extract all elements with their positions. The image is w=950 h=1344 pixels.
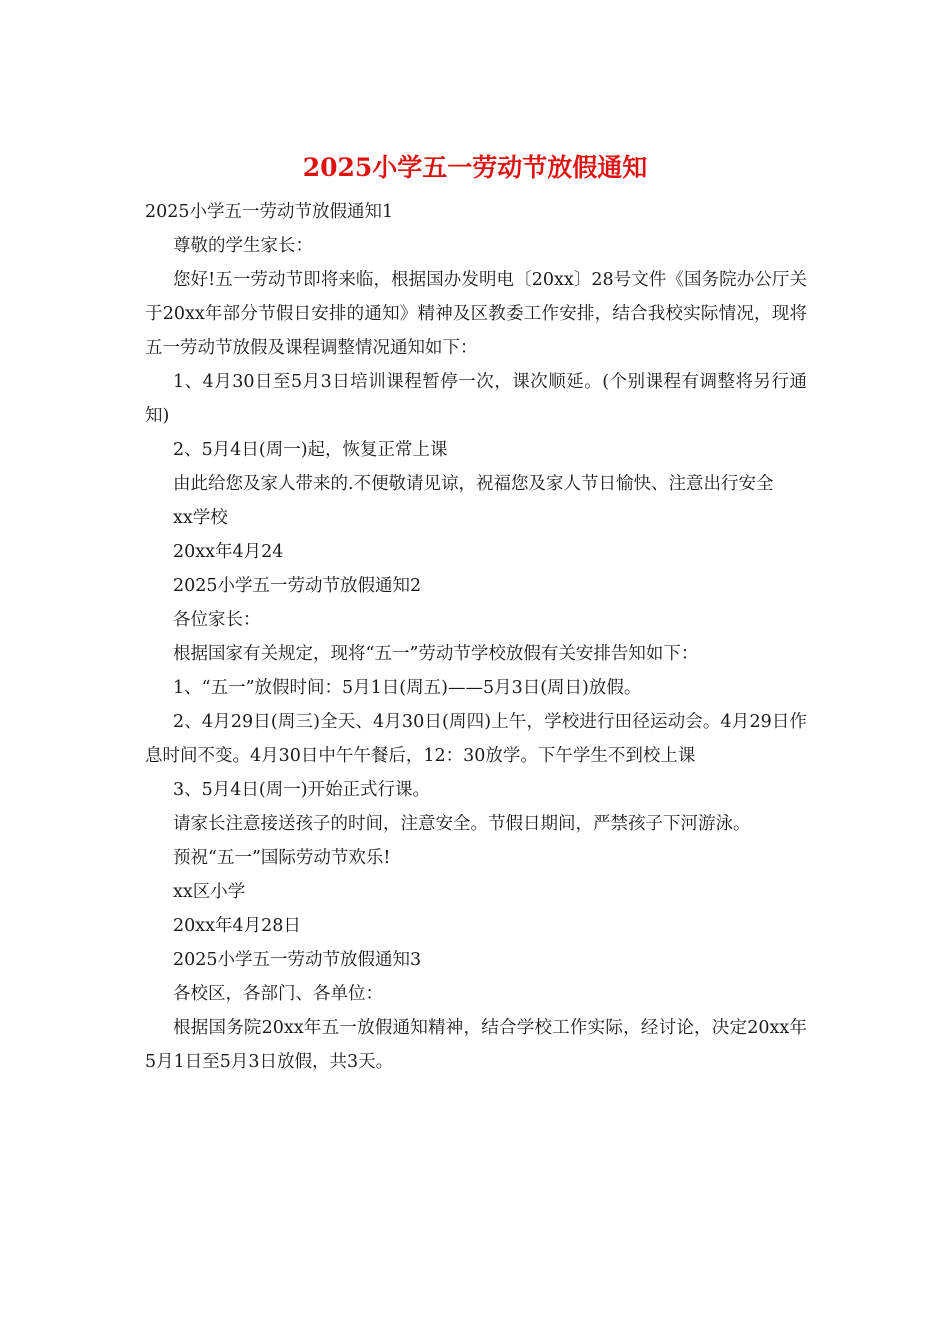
paragraph-wishes: 预祝“五一”国际劳动节欢乐! <box>173 848 391 868</box>
signature-date: 20xx年4月24 <box>173 542 284 562</box>
paragraph-item-2-1: 1、“五一”放假时间：5月1日(周五)——5月3日(周日)放假。 <box>173 678 642 698</box>
paragraph-item-2-3: 3、5月4日(周一)开始正式行课。 <box>173 780 431 800</box>
signature-school-2: xx区小学 <box>173 882 246 902</box>
paragraph-intro-2: 根据国家有关规定，现将“五一”劳动节学校放假有关安排告知如下： <box>173 644 699 664</box>
paragraph-item-1: 1、4月30日至5月3日培训课程暂停一次，课次顺延。(个别课程有调整将另行通知) <box>145 372 807 426</box>
paragraph-intro-3: 根据国务院20xx年五一放假通知精神，结合学校工作实际，经讨论，决定20xx年5月1日至5月3日放假，共3天。 <box>145 1018 807 1072</box>
paragraph-apology: 由此给您及家人带来的.不便敬请见谅，祝福您及家人节日愉快、注意出行安全 <box>173 474 774 494</box>
section-heading-1: 2025小学五一劳动节放假通知1 <box>145 202 394 222</box>
signature-school: xx学校 <box>173 508 228 528</box>
document-body <box>145 195 807 1079</box>
paragraph-safety: 请家长注意接送孩子的时间，注意安全。节假日期间，严禁孩子下河游泳。 <box>173 814 751 834</box>
paragraph-intro: 您好!五一劳动节即将来临，根据国办发明电〔20xx〕28号文件《国务院办公厅关于20xx年部分节假日安排的通知》精神及区教委工作安排，结合我校实际情况，现将五一劳动节放假及课程调整情况通知如下： <box>145 270 807 358</box>
document-title: 2025小学五一劳动节放假通知 <box>302 153 648 182</box>
paragraph-item-2-2: 2、4月29日(周三)全天、4月30日(周四)上午，学校进行田径运动会。4月29日作息时间不变。4月30日中午午餐后，12：30放学。下午学生不到校上课 <box>145 712 807 766</box>
signature-date-2: 20xx年4月28日 <box>173 916 301 936</box>
greeting: 尊敬的学生家长： <box>173 236 313 256</box>
section-heading-2: 2025小学五一劳动节放假通知2 <box>173 576 422 596</box>
paragraph-item-2: 2、5月4日(周一)起，恢复正常上课 <box>173 440 448 460</box>
greeting-3: 各校区，各部门、各单位： <box>173 984 383 1004</box>
section-heading-3: 2025小学五一劳动节放假通知3 <box>173 950 422 970</box>
greeting-2: 各位家长： <box>173 610 261 630</box>
